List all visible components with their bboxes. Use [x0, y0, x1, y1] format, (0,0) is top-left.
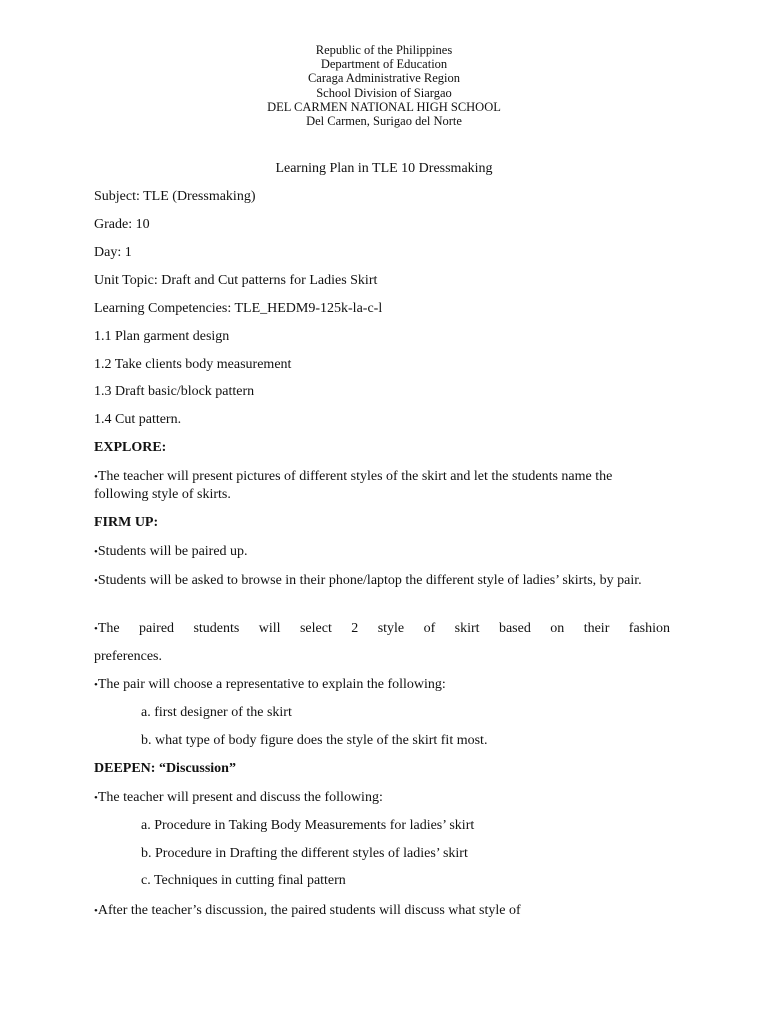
firm-up-bullet-2 [94, 572, 670, 590]
deepen-sub-b: b. Procedure in Drafting the different styles of ladies’ skirt [141, 846, 468, 861]
deepen-bullet-2-text: After the teacher’s discussion, the paired students will discuss what style of [97, 903, 521, 918]
explore-bullet-1-text: The teacher will present pictures of different styles of the skirt and let the students name the following style of skirts. [94, 469, 613, 502]
firm-up-sub-b: b. what type of body figure does the style of the skirt fit most. [141, 733, 488, 748]
document-header [0, 43, 768, 128]
unit-topic-line: Unit Topic: Draft and Cut patterns for Ladies Skirt [94, 273, 378, 288]
competency-item: 1.3 Draft basic/block pattern [94, 384, 255, 399]
header-line-address: Del Carmen, Surigao del Norte [306, 114, 462, 129]
learning-competencies-line: Learning Competencies: TLE_HEDM9-125k-la-c-l [94, 301, 383, 316]
firm-up-bullet-3-continuation: preferences. [94, 649, 163, 664]
deepen-heading: DEEPEN: “Discussion” [94, 761, 236, 776]
header-line-region: Caraga Administrative Region [307, 71, 461, 86]
firm-up-sub-a: a. first designer of the skirt [141, 705, 292, 720]
explore-bullet-1 [94, 468, 670, 504]
deepen-bullet-1-text: The teacher will present and discuss the following: [97, 790, 383, 805]
document-title: Learning Plan in TLE 10 Dressmaking [275, 161, 493, 176]
header-line-school: DEL CARMEN NATIONAL HIGH SCHOOL [267, 99, 501, 114]
header-line-department: Department of Education [320, 57, 448, 72]
firm-up-heading: FIRM UP: [94, 515, 159, 530]
firm-up-bullet-1 [94, 543, 670, 561]
firm-up-bullet-4-text: The pair will choose a representative to explain the following: [97, 677, 446, 692]
bullet-glyph: • [94, 792, 98, 804]
day-line: Day: 1 [94, 245, 132, 260]
bullet-glyph: • [94, 679, 98, 691]
firm-up-bullet-2-text: Students will be asked to browse in their phone/laptop the different style of ladies’ skirts, by pair. [97, 573, 642, 588]
firm-up-bullet-1-text: Students will be paired up. [97, 544, 248, 559]
competency-item: 1.1 Plan garment design [94, 329, 230, 344]
deepen-sub-a: a. Procedure in Taking Body Measurements for ladies’ skirt [141, 818, 475, 833]
header-line-division: School Division of Siargao [316, 85, 452, 100]
deepen-bullet-2 [94, 902, 670, 920]
bullet-glyph: • [94, 575, 98, 587]
explore-heading: EXPLORE: [94, 440, 167, 455]
bullet-glyph: • [94, 623, 98, 635]
subject-line: Subject: TLE (Dressmaking) [94, 189, 256, 204]
bullet-glyph: • [94, 546, 98, 558]
grade-line: Grade: 10 [94, 217, 150, 232]
firm-up-bullet-4 [94, 676, 670, 694]
header-line-republic: Republic of the Philippines [315, 43, 453, 57]
deepen-sub-c: c. Techniques in cutting final pattern [141, 873, 346, 888]
competency-item: 1.2 Take clients body measurement [94, 357, 292, 372]
deepen-bullet-1 [94, 789, 670, 807]
firm-up-bullet-3 [94, 620, 670, 638]
bullet-glyph: • [94, 905, 98, 917]
firm-up-bullet-3-text: The paired students will select 2 style of skirt based on their fashion [97, 621, 670, 636]
competency-item: 1.4 Cut pattern. [94, 412, 182, 427]
bullet-glyph: • [94, 471, 98, 483]
